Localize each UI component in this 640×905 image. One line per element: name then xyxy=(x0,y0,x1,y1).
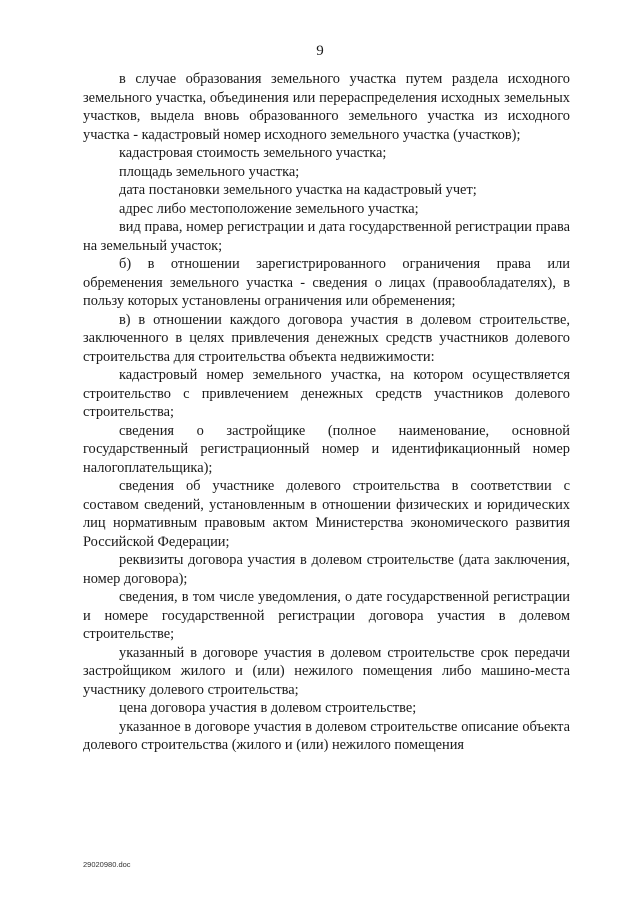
document-body xyxy=(83,70,570,755)
footer-filename: 29020980.doc xyxy=(83,860,131,869)
paragraph: цена договора участия в долевом строительстве; xyxy=(119,700,417,716)
paragraph: кадастровый номер земельного участка, на котором осуществляется строительство с привлечением денежных средств участников долевого строительства; xyxy=(83,367,570,420)
paragraph: в случае образования земельного участка путем раздела исходного земельного участка, объединения или перераспределения исходных земельных участков, выдела вновь образованного земельного участка из исходного участка - кадастровый номер исходного земельного участка (участков); xyxy=(83,71,570,143)
paragraph: сведения о застройщике (полное наименование, основной государственный регистрационный номер и идентификационный номер налогоплательщика); xyxy=(83,422,570,476)
paragraph: адрес либо местоположение земельного участка; xyxy=(119,200,419,217)
paragraph: указанный в договоре участия в долевом строительстве срок передачи застройщиком жилого и (или) нежилого помещения либо машино-места участнику долевого строительства; xyxy=(83,644,570,698)
paragraph: реквизиты договора участия в долевом строительстве (дата заключения, номер договора); xyxy=(83,552,570,587)
page-number: 9 xyxy=(316,43,324,59)
paragraph: дата постановки земельного участка на кадастровый учет; xyxy=(119,182,477,198)
paragraph: кадастровая стоимость земельного участка; xyxy=(119,145,387,161)
paragraph: в) в отношении каждого договора участия в долевом строительстве, заключенного в целях привлечения денежных средств участников долевого строительства для строительства объекта недвижимости: xyxy=(83,311,570,365)
paragraph: указанное в договоре участия в долевом строительстве описание объекта долевого строительства (жилого и (или) нежилого помещения xyxy=(83,718,570,753)
paragraph: вид права, номер регистрации и дата государственной регистрации права на земельный участок; xyxy=(83,219,570,254)
paragraph: сведения об участнике долевого строительства в соответствии с составом сведений, установленным в отношении физических и юридических лиц нормативным правовым актом Министерства экономического развития Российской Федерации; xyxy=(83,478,570,550)
paragraph: сведения, в том числе уведомления, о дате государственной регистрации и номере государственной регистрации договора участия в долевом строительстве; xyxy=(83,589,570,642)
paragraph: б) в отношении зарегистрированного ограничения права или обременения земельного участка - сведения о лицах (правообладателях), в пользу которых установлены ограничения или обременения; xyxy=(83,256,570,309)
paragraph: площадь земельного участка; xyxy=(119,163,300,180)
